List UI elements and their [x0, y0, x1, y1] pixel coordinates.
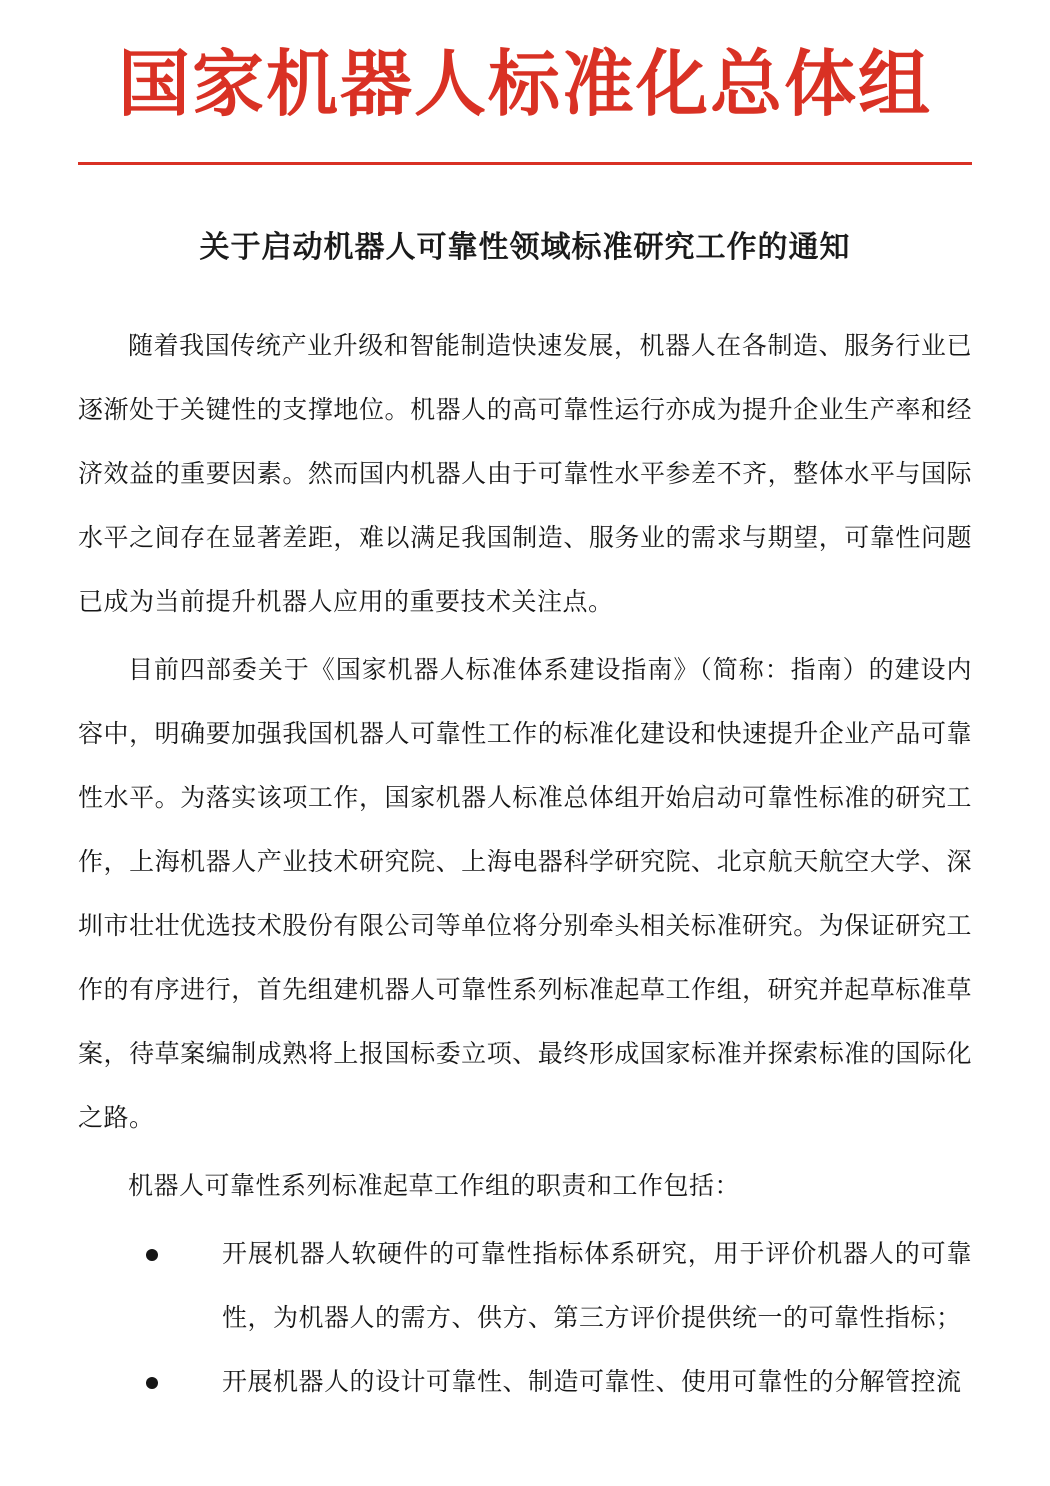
bullet-point-icon: [146, 1249, 158, 1261]
bullet-point-icon: [146, 1377, 158, 1389]
document-body: [78, 315, 972, 1415]
letterhead-divider: [78, 162, 972, 165]
list-item: [78, 1223, 972, 1351]
letterhead-organization: 国家机器人标准化总体组: [117, 45, 932, 125]
paragraph-3: 机器人可靠性系列标准起草工作组的职责和工作包括：: [128, 1172, 741, 1200]
page-title: 关于启动机器人可靠性领域标准研究工作的通知: [199, 230, 851, 264]
list-item-text: 开展机器人的设计可靠性、制造可靠性、使用可靠性的分解管控流: [222, 1368, 962, 1396]
list-item-text: 开展机器人软硬件的可靠性指标体系研究，用于评价机器人的可靠性，为机器人的需方、供方、第三方评价提供统一的可靠性指标；: [222, 1240, 972, 1332]
responsibilities-list: [78, 1223, 972, 1415]
list-item: [78, 1351, 972, 1415]
paragraph-1: 随着我国传统产业升级和智能制造快速发展，机器人在各制造、服务行业已逐渐处于关键性的支撑地位。机器人的高可靠性运行亦成为提升企业生产率和经济效益的重要因素。然而国内机器人由于可靠性水平参差不齐，整体水平与国际水平之间存在显著差距，难以满足我国制造、服务业的需求与期望，可靠性问题已成为当前提升机器人应用的重要技术关注点。: [78, 332, 972, 616]
letterhead: [78, 0, 972, 165]
paragraph-2: 目前四部委关于《国家机器人标准体系建设指南》（简称：指南）的建设内容中，明确要加强我国机器人可靠性工作的标准化建设和快速提升企业产品可靠性水平。为落实该项工作，国家机器人标准总体组开始启动可靠性标准的研究工作，上海机器人产业技术研究院、上海电器科学研究院、北京航天航空大学、深圳市壮壮优选技术股份有限公司等单位将分别牵头相关标准研究。为保证研究工作的有序进行，首先组建机器人可靠性系列标准起草工作组，研究并起草标准草案，待草案编制成熟将上报国标委立项、最终形成国家标准并探索标准的国际化之路。: [78, 656, 972, 1132]
